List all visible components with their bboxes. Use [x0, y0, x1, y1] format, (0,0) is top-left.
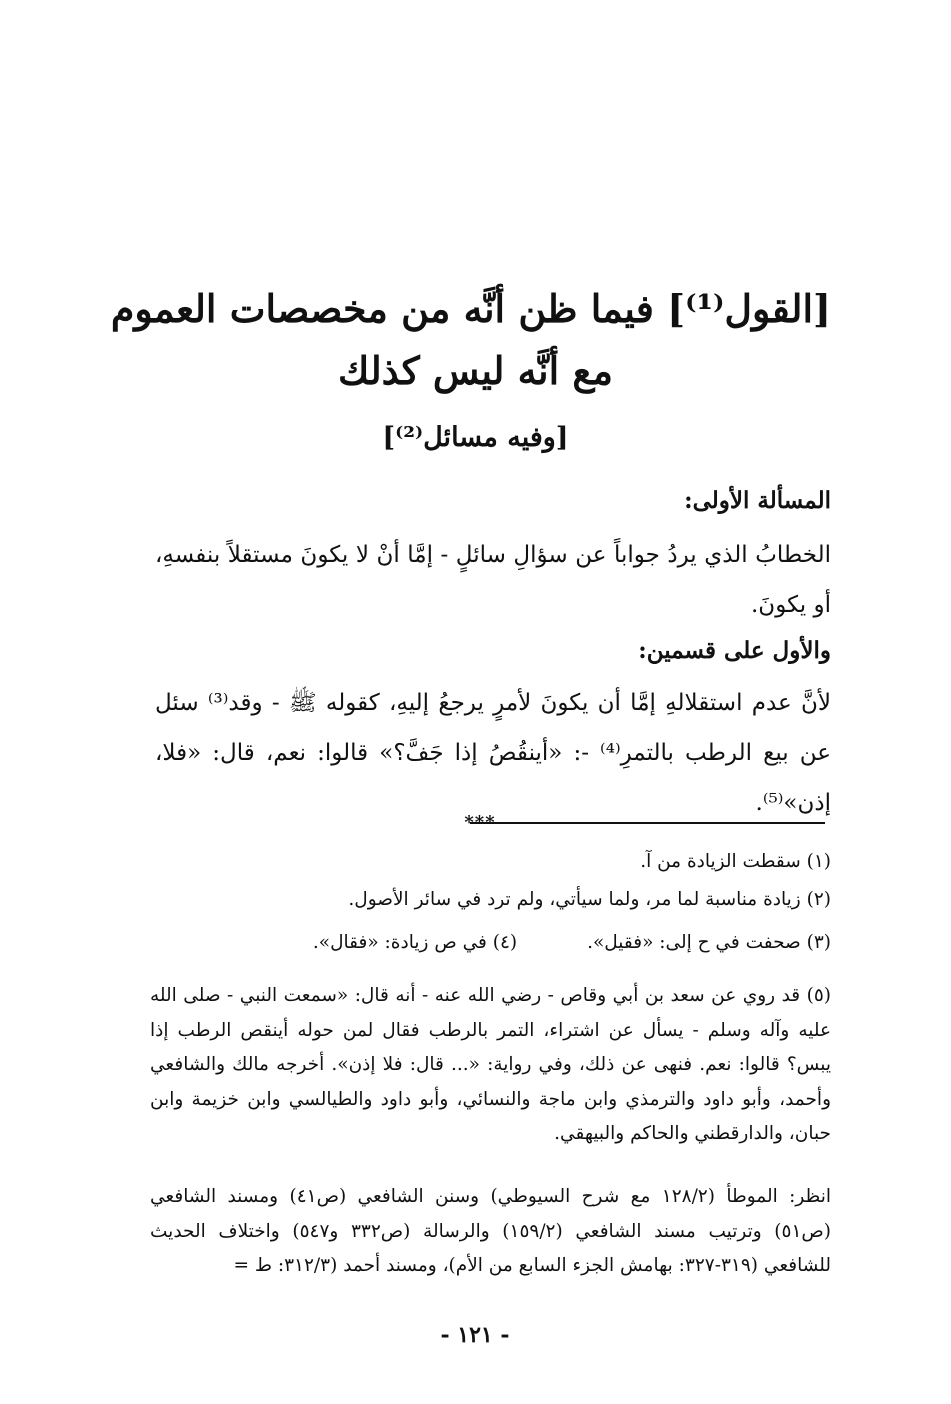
paragraph-1: الخطابُ الذي يردُ جواباً عن سؤالِ سائلٍ - إمَّا أنْ لا يكونَ مستقلاً بنفسهِ، أو يكونَ. [155, 542, 831, 618]
chapter-title-line-2: مع أنَّه ليس كذلك [338, 348, 613, 393]
question-label: المسألة الأولى: [684, 487, 831, 514]
chapter-subtitle: [وفيه مسائل⁽²⁾] [382, 422, 569, 453]
footnote-divider [470, 822, 825, 824]
footnote-5: (٥) قد روي عن سعد بن أبي وقاص - رضي الله عنه - أنه قال: «سمعت النبي - صلى الله عليه وآله وسلم - يسأل عن اشتراء، التمر بالرطب فقال لمن حوله أينقص الرطب إذا يبس؟ قالوا: نعم. فنهى عن ذلك، وفي رواية: «... قال: فلا إذن». أخرجه مالك والشافعي وأحمد، وأبو داود والترمذي وابن ماجة والنسائي، وأبو داود والطيالسي وابن خزيمة وابن حبان، والدارقطني والحاكم والبيهقي. [150, 985, 831, 1144]
chapter-title [110, 278, 831, 402]
chapter-title-line-1: [القول⁽¹⁾] فيما ظن أنَّه من مخصصات العموم [110, 286, 831, 331]
footnote-1: (١) سقطت الزيادة من آ. [640, 851, 831, 872]
paragraph-2: لأنَّ عدم استقلالهِ إمَّا أن يكونَ لأمرٍ يرجعُ إليهِ، كقوله ﷺ - وقد⁽³⁾ سئل عن بيع الرطب بالتمرِ⁽⁴⁾ -: «أينقُصُ إذا جَفَّ؟» قالوا: نعم، قال: «فلا، إذن»⁽⁵⁾. [155, 690, 832, 816]
section-separator: *** [464, 812, 496, 833]
footnote-3: (٣) صحفت في ح إلى: «فقيل». [587, 932, 831, 953]
part-label: والأول على قسمين: [638, 637, 831, 664]
footnote-2: (٢) زيادة مناسبة لما مر، ولما سيأتي، ولم ترد في سائر الأصول. [348, 889, 831, 910]
page-number: - ١٢١ - [440, 1322, 510, 1348]
footnote-5-references: انظر: الموطأ (١٢٨/٢ مع شرح السيوطي) وسنن الشافعي (ص٤١) ومسند الشافعي (ص٥١) وترتيب مسند الشافعي (١٥٩/٢) والرسالة (ص٣٣٢ و٥٤٧) واختلاف الحديث للشافعي (٣١٩-٣٢٧: بهامش الجزء السابع من الأم)، ومسند أحمد (٣١٢/٣: ط = [150, 1186, 831, 1276]
footnote-4: (٤) في ص زيادة: «فقال». [312, 932, 518, 953]
footnote-3-4 [150, 926, 831, 961]
